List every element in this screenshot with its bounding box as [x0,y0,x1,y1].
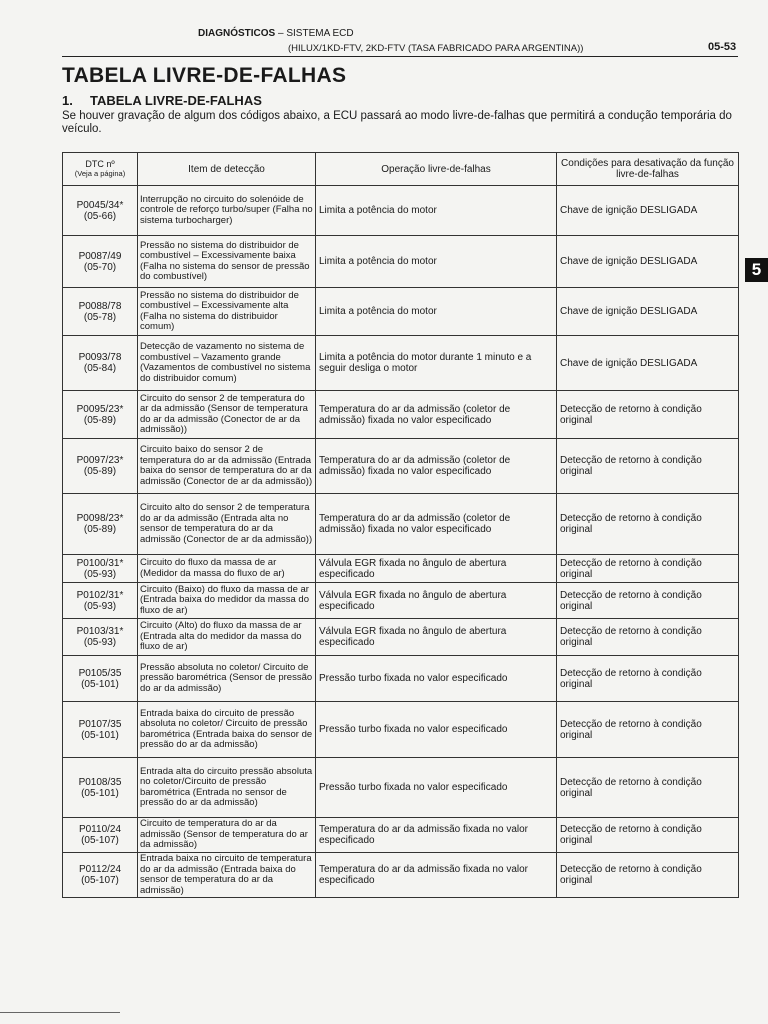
deactivation-condition-cell: Detecção de retorno à condição original [557,583,739,619]
fail-safe-operation-cell: Pressão turbo fixada no valor especificado [316,758,557,818]
table-row [63,236,739,288]
table-row [63,186,739,236]
fail-safe-operation-cell: Pressão turbo fixada no valor especificado [316,656,557,702]
dtc-cell [63,186,138,236]
deactivation-condition-cell: Detecção de retorno à condição original [557,853,739,898]
footer-rule [0,1012,120,1013]
dtc-page-ref: (05-84) [83,363,117,374]
table-row [63,702,739,758]
fail-safe-operation-cell: Temperatura do ar da admissão fixada no valor especificado [316,818,557,853]
page-number: 05-53 [708,41,737,53]
deactivation-condition-cell: Detecção de retorno à condição original [557,391,739,439]
dtc-cell [63,583,138,619]
dtc-code: P0095/23* [76,403,124,415]
dtc-page-ref: (05-89) [83,466,117,477]
dtc-cell [63,336,138,391]
fail-safe-operation-cell: Limita a potência do motor [316,288,557,336]
deactivation-condition-cell: Detecção de retorno à condição original [557,702,739,758]
deactivation-condition-cell: Chave de ignição DESLIGADA [557,186,739,236]
header-item: Item de detecção [138,153,316,186]
dtc-page-ref: (05-101) [81,729,119,741]
header-dtc [63,153,138,186]
page-title: TABELA LIVRE-DE-FALHAS [62,64,347,87]
table-header-row [63,153,739,186]
dtc-page-ref: (05-89) [83,524,117,535]
dtc-page-ref: (05-93) [83,568,117,580]
detection-item-cell: Circuito (Alto) do fluxo da massa de ar (Entrada alta do medidor da massa do fluxo de ar) [138,619,316,656]
dtc-page-ref: (05-93) [83,637,117,648]
deactivation-condition-cell: Detecção de retorno à condição original [557,656,739,702]
header-dash: – [278,28,284,39]
dtc-page-ref: (05-78) [83,311,117,323]
fail-safe-operation-cell: Pressão turbo fixada no valor especificado [316,702,557,758]
deactivation-condition-cell: Chave de ignição DESLIGADA [557,236,739,288]
table-row [63,288,739,336]
detection-item-cell: Detecção de vazamento no sistema de combustível – Vazamento grande (Vazamentos de combustível no sistema do distribuidor comum) [138,336,316,391]
dtc-code: P0093/78 [78,352,122,363]
dtc-page-ref: (05-101) [81,787,119,799]
dtc-page-ref: (05-66) [83,210,117,222]
fail-safe-operation-cell: Válvula EGR fixada no ângulo de abertura especificado [316,583,557,619]
deactivation-condition-cell: Detecção de retorno à condição original [557,758,739,818]
fail-safe-operation-cell: Temperatura do ar da admissão (coletor de admissão) fixada no valor especificado [316,494,557,555]
table-row [63,583,739,619]
table-row [63,494,739,555]
deactivation-condition-cell: Chave de ignição DESLIGADA [557,336,739,391]
chapter-tab: 5 [745,258,768,282]
dtc-cell [63,555,138,583]
deactivation-condition-cell: Detecção de retorno à condição original [557,619,739,656]
dtc-code: P0098/23* [76,513,124,524]
detection-item-cell: Circuito de temperatura do ar da admissão (Sensor de temperatura do ar da admissão) [138,818,316,853]
detection-item-cell: Circuito baixo do sensor 2 de temperatura do ar da admissão (Entrada baixa do sensor de temperatura do ar da admissão (Conector de ar da admissão)) [138,439,316,494]
fail-safe-operation-cell: Temperatura do ar da admissão (coletor de admissão) fixada no valor especificado [316,439,557,494]
detection-item-cell: Pressão absoluta no coletor/ Circuito de pressão barométrica (Sensor de pressão do ar da admissão) [138,656,316,702]
table-row [63,758,739,818]
dtc-page-ref: (05-93) [83,600,117,612]
fail-safe-operation-cell: Temperatura do ar da admissão (coletor de admissão) fixada no valor especificado [316,391,557,439]
table-row [63,818,739,853]
fail-safe-operation-cell: Limita a potência do motor [316,236,557,288]
table-row [63,439,739,494]
header-section: DIAGNÓSTICOS [198,28,276,39]
section-number: 1. [62,93,73,108]
dtc-cell [63,236,138,288]
header-dtc-label: DTC nº [85,159,115,169]
detection-item-cell: Interrupção no circuito do solenóide de controle de reforço turbo/super (Falha no sistema turbocharger) [138,186,316,236]
dtc-code: P0100/31* [76,557,124,569]
deactivation-condition-cell: Chave de ignição DESLIGADA [557,288,739,336]
dtc-page-ref: (05-101) [81,678,119,690]
header-system: SISTEMA ECD [286,28,354,39]
deactivation-condition-cell: Detecção de retorno à condição original [557,494,739,555]
dtc-code: P0088/78 [78,300,122,312]
table-row [63,391,739,439]
table-row [63,853,739,898]
dtc-code: P0087/49 [78,250,122,262]
deactivation-condition-cell: Detecção de retorno à condição original [557,818,739,853]
fail-safe-operation-cell: Válvula EGR fixada no ângulo de abertura especificado [316,619,557,656]
header-condition: Condições para desativação da função livre-de-falhas [557,153,739,186]
dtc-code: P0045/34* [76,199,124,211]
dtc-cell [63,853,138,898]
dtc-page-ref: (05-107) [81,835,119,846]
dtc-code: P0097/23* [76,455,124,466]
detection-item-cell: Circuito do sensor 2 de temperatura do ar da admissão (Sensor de temperatura do ar da admissão (Conector de ar da admissão)) [138,391,316,439]
dtc-cell [63,758,138,818]
dtc-cell [63,439,138,494]
dtc-code: P0105/35 [78,667,122,679]
dtc-cell [63,288,138,336]
dtc-code: P0108/35 [78,776,122,788]
dtc-cell [63,494,138,555]
dtc-code: P0110/24 [78,824,122,835]
dtc-cell [63,656,138,702]
dtc-page-ref: (05-70) [83,261,117,273]
header-operation: Operação livre-de-falhas [316,153,557,186]
detection-item-cell: Circuito (Baixo) do fluxo da massa de ar (Entrada baixa do medidor da massa do fluxo de ar) [138,583,316,619]
dtc-code: P0102/31* [76,589,124,601]
fail-safe-table [62,152,739,898]
running-header [198,27,354,40]
deactivation-condition-cell: Detecção de retorno à condição original [557,439,739,494]
detection-item-cell: Pressão no sistema do distribuidor de combustível – Excessivamente baixa (Falha no sistema do sensor de pressão do combustível) [138,236,316,288]
fail-safe-operation-cell: Limita a potência do motor durante 1 minuto e a seguir desliga o motor [316,336,557,391]
detection-item-cell: Entrada baixa no circuito de temperatura do ar da admissão (Entrada baixa do sensor de temperatura do ar da admissão) [138,853,316,898]
dtc-code: P0107/35 [78,718,122,730]
dtc-page-ref: (05-107) [81,875,119,886]
detection-item-cell: Circuito do fluxo da massa de ar (Medidor da massa do fluxo de ar) [138,555,316,583]
dtc-cell [63,818,138,853]
detection-item-cell: Circuito alto do sensor 2 de temperatura do ar da admissão (Entrada alta no sensor de temperatura do ar da admissão (Conector de ar da admissão)) [138,494,316,555]
table-row [63,555,739,583]
detection-item-cell: Pressão no sistema do distribuidor de combustível – Excessivamente alta (Falha no sistema do distribuidor comum) [138,288,316,336]
fail-safe-operation-cell: Válvula EGR fixada no ângulo de abertura especificado [316,555,557,583]
table-body [63,186,739,898]
fail-safe-operation-cell: Temperatura do ar da admissão fixada no valor especificado [316,853,557,898]
section-heading [62,93,262,108]
header-dtc-sub: (Veja a página) [74,169,126,178]
table-row [63,619,739,656]
detection-item-cell: Entrada alta do circuito pressão absoluta no coletor/Circuito de pressão barométrica (Entrada no sensor de pressão do ar da admissão) [138,758,316,818]
header-rule [62,56,738,57]
dtc-cell [63,391,138,439]
dtc-cell [63,619,138,656]
fail-safe-operation-cell: Limita a potência do motor [316,186,557,236]
dtc-page-ref: (05-89) [83,414,117,426]
dtc-code: P0112/24 [78,864,122,875]
table-row [63,336,739,391]
section-heading-text: TABELA LIVRE-DE-FALHAS [90,93,262,108]
detection-item-cell: Entrada baixa do circuito de pressão absoluta no coletor/ Circuito de pressão barométrica (Entrada baixa do sensor de pressão do ar da admissão) [138,702,316,758]
table-row [63,656,739,702]
intro-paragraph: Se houver gravação de algum dos códigos abaixo, a ECU passará ao modo livre-de-falhas que permitirá a condução temporária do veículo. [62,110,732,135]
dtc-code: P0103/31* [76,626,124,637]
dtc-cell [63,702,138,758]
header-models: (HILUX/1KD-FTV, 2KD-FTV (TASA FABRICADO PARA ARGENTINA)) [288,43,584,54]
deactivation-condition-cell: Detecção de retorno à condição original [557,555,739,583]
